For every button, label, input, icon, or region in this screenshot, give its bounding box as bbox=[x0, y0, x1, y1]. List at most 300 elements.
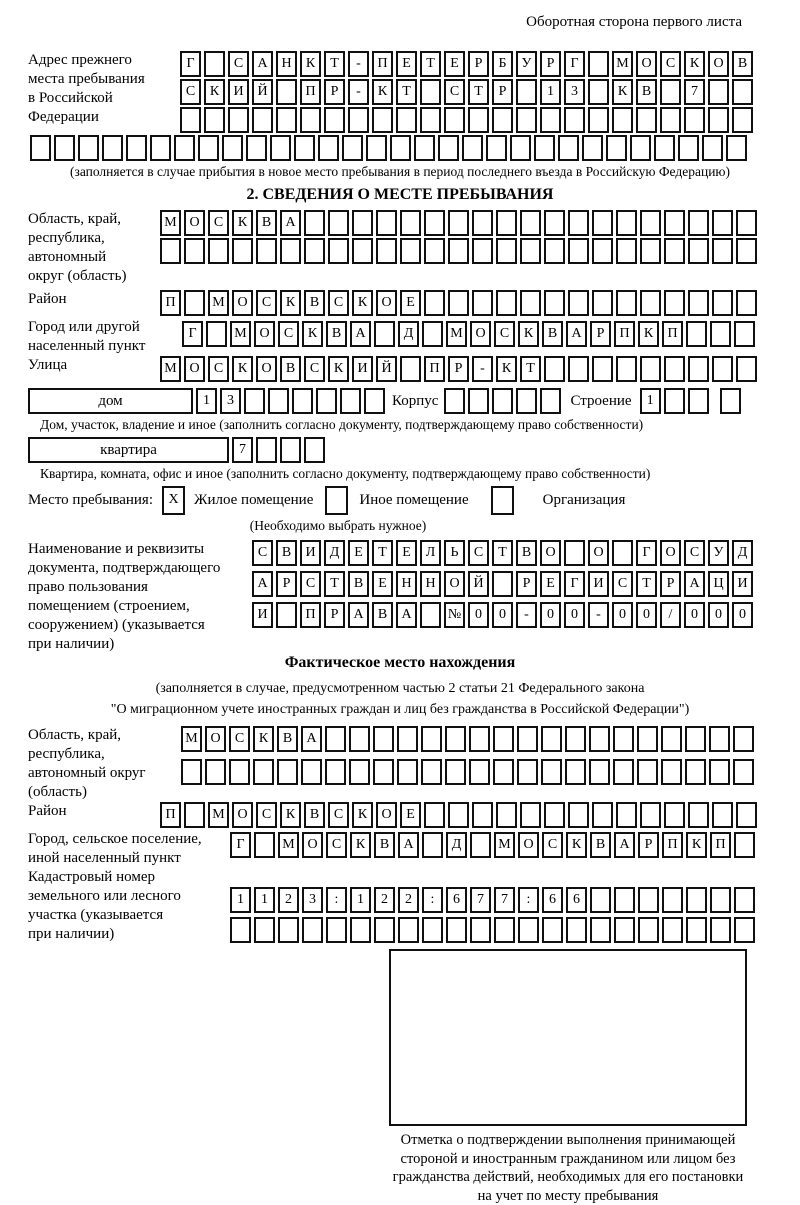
char-box bbox=[390, 135, 411, 161]
char-box bbox=[232, 238, 253, 264]
char-box bbox=[582, 135, 603, 161]
char-box: М bbox=[160, 210, 181, 236]
char-box bbox=[276, 107, 297, 133]
char-box bbox=[736, 210, 757, 236]
char-box: В bbox=[304, 290, 325, 316]
char-box: К bbox=[372, 79, 393, 105]
char-box bbox=[589, 759, 610, 785]
char-box: 1 bbox=[230, 887, 251, 913]
char-box bbox=[376, 210, 397, 236]
char-box: - bbox=[472, 356, 493, 382]
char-box bbox=[444, 107, 465, 133]
kvartira-cells bbox=[232, 437, 328, 463]
stroenie-cells bbox=[640, 388, 712, 414]
char-box: М bbox=[446, 321, 467, 347]
char-box bbox=[348, 107, 369, 133]
char-box bbox=[640, 210, 661, 236]
char-box: А bbox=[280, 210, 301, 236]
char-box bbox=[588, 51, 609, 77]
char-box bbox=[278, 917, 299, 943]
char-box: Л bbox=[420, 540, 441, 566]
char-box bbox=[612, 107, 633, 133]
prev-address-label: Адрес прежнего места пребывания в Российской Федерации bbox=[28, 52, 145, 125]
char-box bbox=[230, 917, 251, 943]
char-box: - bbox=[348, 51, 369, 77]
char-box bbox=[688, 356, 709, 382]
char-box: В bbox=[326, 321, 347, 347]
char-box bbox=[397, 759, 418, 785]
char-box bbox=[732, 79, 753, 105]
char-box: С bbox=[612, 571, 633, 597]
char-box bbox=[702, 135, 723, 161]
char-box bbox=[400, 210, 421, 236]
char-box bbox=[397, 726, 418, 752]
char-box: С bbox=[494, 321, 515, 347]
prev-address-block bbox=[28, 51, 772, 135]
char-box bbox=[516, 388, 537, 414]
char-box: Д bbox=[446, 832, 467, 858]
char-box: 1 bbox=[640, 388, 661, 414]
char-box bbox=[566, 917, 587, 943]
char-box bbox=[686, 321, 707, 347]
char-box bbox=[352, 238, 373, 264]
char-box bbox=[470, 917, 491, 943]
char-box: О bbox=[256, 356, 277, 382]
char-box: А bbox=[398, 832, 419, 858]
char-box: Г bbox=[564, 51, 585, 77]
fact-oblast-block bbox=[28, 726, 772, 802]
char-box bbox=[568, 356, 589, 382]
char-box: К bbox=[300, 51, 321, 77]
char-box: Р bbox=[492, 79, 513, 105]
char-box: Р bbox=[468, 51, 489, 77]
char-box bbox=[709, 726, 730, 752]
char-box bbox=[304, 238, 325, 264]
char-box: 0 bbox=[732, 602, 753, 628]
char-box: Ь bbox=[444, 540, 465, 566]
char-box bbox=[736, 238, 757, 264]
char-box: О bbox=[254, 321, 275, 347]
char-box: А bbox=[301, 726, 322, 752]
char-box: Д bbox=[732, 540, 753, 566]
char-box bbox=[300, 107, 321, 133]
place-type-label: Место пребывания: bbox=[28, 492, 153, 508]
char-box: О bbox=[302, 832, 323, 858]
char-box: 1 bbox=[540, 79, 561, 105]
char-box: Е bbox=[372, 571, 393, 597]
char-box bbox=[592, 210, 613, 236]
char-box: М bbox=[278, 832, 299, 858]
char-box: Т bbox=[372, 540, 393, 566]
char-box: К bbox=[280, 290, 301, 316]
char-box: К bbox=[518, 321, 539, 347]
char-box: Р bbox=[638, 832, 659, 858]
char-box: В bbox=[374, 832, 395, 858]
char-box bbox=[302, 917, 323, 943]
char-box bbox=[592, 802, 613, 828]
char-box bbox=[208, 238, 229, 264]
doc-row-1 bbox=[252, 540, 756, 566]
char-box: А bbox=[684, 571, 705, 597]
char-box bbox=[664, 388, 685, 414]
fact-caption: (заполняется в случае, предусмотренном частью 2 статьи 21 Федерального закона "О миграционном учете иностранных граждан и лиц без гражданства в Российской Федерации") bbox=[110, 681, 690, 717]
char-box: Р bbox=[448, 356, 469, 382]
char-box bbox=[709, 759, 730, 785]
char-box bbox=[589, 726, 610, 752]
char-box: С bbox=[256, 290, 277, 316]
char-box: В bbox=[542, 321, 563, 347]
char-box: А bbox=[348, 602, 369, 628]
char-box bbox=[491, 486, 514, 515]
char-box bbox=[654, 135, 675, 161]
char-box bbox=[420, 107, 441, 133]
char-box bbox=[640, 802, 661, 828]
char-box: С bbox=[208, 356, 229, 382]
char-box bbox=[325, 726, 346, 752]
fact-gorod-block bbox=[28, 830, 772, 868]
char-box: М bbox=[612, 51, 633, 77]
char-box: П bbox=[372, 51, 393, 77]
prev-address-row-3 bbox=[180, 107, 756, 133]
char-box bbox=[184, 802, 205, 828]
char-box bbox=[734, 887, 755, 913]
char-box bbox=[469, 726, 490, 752]
prev-address-caption: (заполняется в случае прибытия в новое место пребывания в период последнего въезда в Российскую Федерацию) bbox=[69, 164, 731, 179]
char-box: Т bbox=[324, 51, 345, 77]
char-box: С bbox=[684, 540, 705, 566]
char-box bbox=[558, 135, 579, 161]
char-box: Д bbox=[398, 321, 419, 347]
char-box: 1 bbox=[350, 887, 371, 913]
char-box: О bbox=[205, 726, 226, 752]
char-box bbox=[376, 238, 397, 264]
zhiloe-label: Жилое помещение bbox=[194, 492, 314, 508]
char-box bbox=[184, 290, 205, 316]
char-box bbox=[733, 759, 754, 785]
fact-rayon-row bbox=[160, 802, 760, 828]
stamp-area bbox=[364, 949, 772, 1205]
stroenie-extra-cell bbox=[720, 388, 744, 414]
char-box bbox=[229, 759, 250, 785]
char-box bbox=[637, 759, 658, 785]
char-box: К bbox=[684, 51, 705, 77]
korpus-label: Корпус bbox=[392, 393, 439, 409]
char-box bbox=[710, 917, 731, 943]
char-box bbox=[448, 238, 469, 264]
char-box: 0 bbox=[468, 602, 489, 628]
char-box: В bbox=[372, 602, 393, 628]
char-box bbox=[256, 437, 277, 463]
char-box bbox=[614, 917, 635, 943]
char-box bbox=[462, 135, 483, 161]
char-box bbox=[421, 726, 442, 752]
char-box: М bbox=[230, 321, 251, 347]
char-box: Й bbox=[252, 79, 273, 105]
prev-address-row-2 bbox=[180, 79, 756, 105]
kadastr-row-2 bbox=[230, 917, 758, 943]
char-box bbox=[540, 107, 561, 133]
char-box: Т bbox=[396, 79, 417, 105]
char-box bbox=[544, 210, 565, 236]
fact-gorod-label: Город, сельское поселение, иной населенный пункт bbox=[28, 831, 202, 866]
char-box bbox=[496, 210, 517, 236]
char-box bbox=[517, 726, 538, 752]
char-box bbox=[640, 238, 661, 264]
char-box: О bbox=[470, 321, 491, 347]
char-box: Е bbox=[396, 51, 417, 77]
char-box: 7 bbox=[232, 437, 253, 463]
doc-row-3 bbox=[252, 602, 756, 628]
char-box: 0 bbox=[708, 602, 729, 628]
char-box: 6 bbox=[542, 887, 563, 913]
char-box bbox=[496, 802, 517, 828]
char-box: К bbox=[253, 726, 274, 752]
char-box: С bbox=[328, 290, 349, 316]
char-box bbox=[734, 917, 755, 943]
char-box: К bbox=[352, 802, 373, 828]
char-box: С bbox=[304, 356, 325, 382]
char-box: Р bbox=[660, 571, 681, 597]
char-box: П bbox=[662, 321, 683, 347]
char-box: О bbox=[376, 802, 397, 828]
char-box bbox=[150, 135, 171, 161]
char-box bbox=[520, 802, 541, 828]
char-box: В bbox=[276, 540, 297, 566]
char-box: И bbox=[252, 602, 273, 628]
char-box: К bbox=[352, 290, 373, 316]
char-box: В bbox=[280, 356, 301, 382]
oblast-row-1 bbox=[160, 210, 760, 236]
char-box bbox=[712, 802, 733, 828]
char-box: Г bbox=[180, 51, 201, 77]
char-box: О bbox=[184, 356, 205, 382]
char-box: А bbox=[614, 832, 635, 858]
char-box: 3 bbox=[302, 887, 323, 913]
char-box bbox=[493, 726, 514, 752]
char-box bbox=[638, 887, 659, 913]
char-box: А bbox=[396, 602, 417, 628]
char-box bbox=[688, 802, 709, 828]
char-box bbox=[516, 79, 537, 105]
char-box: А bbox=[350, 321, 371, 347]
char-box bbox=[304, 437, 325, 463]
char-box bbox=[544, 238, 565, 264]
char-box bbox=[662, 917, 683, 943]
char-box bbox=[180, 107, 201, 133]
char-box bbox=[352, 210, 373, 236]
char-box bbox=[664, 210, 685, 236]
char-box bbox=[373, 759, 394, 785]
char-box: Н bbox=[276, 51, 297, 77]
char-box bbox=[326, 917, 347, 943]
char-box: И bbox=[300, 540, 321, 566]
char-box bbox=[708, 79, 729, 105]
place-type-row bbox=[28, 486, 772, 515]
korpus-cells bbox=[444, 388, 564, 414]
char-box: С bbox=[278, 321, 299, 347]
char-box: П bbox=[300, 79, 321, 105]
stroenie-label: Строение bbox=[570, 393, 632, 409]
char-box: 0 bbox=[612, 602, 633, 628]
char-box bbox=[664, 290, 685, 316]
char-box bbox=[541, 759, 562, 785]
char-box: С bbox=[180, 79, 201, 105]
char-box bbox=[414, 135, 435, 161]
char-box bbox=[373, 726, 394, 752]
char-box bbox=[520, 210, 541, 236]
char-box bbox=[720, 388, 741, 414]
char-box bbox=[424, 238, 445, 264]
char-box bbox=[710, 321, 731, 347]
char-box bbox=[564, 107, 585, 133]
char-box: Е bbox=[400, 802, 421, 828]
char-box bbox=[160, 238, 181, 264]
stamp-box bbox=[389, 949, 747, 1126]
char-box: Т bbox=[520, 356, 541, 382]
org-checkbox bbox=[491, 486, 517, 515]
char-box: Р bbox=[516, 571, 537, 597]
char-box bbox=[685, 759, 706, 785]
rayon-block bbox=[28, 290, 772, 318]
char-box: С bbox=[660, 51, 681, 77]
char-box: : bbox=[518, 887, 539, 913]
char-box: А bbox=[252, 571, 273, 597]
char-box bbox=[613, 726, 634, 752]
char-box bbox=[420, 79, 441, 105]
char-box bbox=[568, 802, 589, 828]
char-box: С bbox=[228, 51, 249, 77]
char-box bbox=[678, 135, 699, 161]
fact-oblast-row-2 bbox=[181, 759, 757, 785]
char-box bbox=[664, 238, 685, 264]
char-box bbox=[712, 210, 733, 236]
char-box bbox=[244, 388, 265, 414]
char-box: П bbox=[614, 321, 635, 347]
char-box: Т bbox=[468, 79, 489, 105]
char-box: В bbox=[516, 540, 537, 566]
char-box: К bbox=[328, 356, 349, 382]
char-box bbox=[686, 887, 707, 913]
char-box: С bbox=[542, 832, 563, 858]
char-box bbox=[688, 210, 709, 236]
dom-number-cells bbox=[196, 388, 388, 414]
char-box bbox=[736, 290, 757, 316]
char-box bbox=[568, 290, 589, 316]
char-box: В bbox=[636, 79, 657, 105]
gorod-label: Город или другой населенный пункт bbox=[28, 319, 146, 354]
char-box bbox=[468, 107, 489, 133]
char-box: К bbox=[612, 79, 633, 105]
char-box: 2 bbox=[398, 887, 419, 913]
char-box bbox=[540, 388, 561, 414]
char-box bbox=[204, 51, 225, 77]
prev-address-row-4 bbox=[30, 135, 772, 161]
inoe-checkbox bbox=[325, 486, 351, 515]
rayon-label: Район bbox=[28, 291, 67, 307]
char-box: К bbox=[302, 321, 323, 347]
char-box bbox=[446, 917, 467, 943]
char-box bbox=[588, 107, 609, 133]
char-box: Г bbox=[636, 540, 657, 566]
char-box bbox=[448, 210, 469, 236]
back-side-note: Оборотная сторона первого листа bbox=[526, 14, 742, 30]
char-box bbox=[688, 238, 709, 264]
char-box bbox=[494, 917, 515, 943]
char-box: Р bbox=[276, 571, 297, 597]
char-box bbox=[661, 726, 682, 752]
ulitsa-block bbox=[28, 356, 772, 384]
char-box bbox=[276, 602, 297, 628]
char-box bbox=[398, 917, 419, 943]
char-box: В bbox=[304, 802, 325, 828]
char-box bbox=[660, 107, 681, 133]
char-box: 0 bbox=[540, 602, 561, 628]
kadastr-row-1 bbox=[230, 887, 758, 913]
char-box: Д bbox=[324, 540, 345, 566]
char-box: 7 bbox=[494, 887, 515, 913]
char-box bbox=[606, 135, 627, 161]
char-box: Н bbox=[396, 571, 417, 597]
char-box bbox=[544, 356, 565, 382]
fact-rayon-block bbox=[28, 802, 772, 830]
char-box bbox=[324, 107, 345, 133]
char-box bbox=[612, 540, 633, 566]
char-box bbox=[366, 135, 387, 161]
char-box: - bbox=[348, 79, 369, 105]
char-box bbox=[304, 210, 325, 236]
char-box bbox=[732, 107, 753, 133]
char-box bbox=[516, 107, 537, 133]
char-box bbox=[614, 887, 635, 913]
fact-gorod-row bbox=[230, 832, 758, 858]
char-box: Н bbox=[420, 571, 441, 597]
char-box bbox=[424, 802, 445, 828]
char-box: К bbox=[280, 802, 301, 828]
char-box bbox=[445, 759, 466, 785]
char-box bbox=[342, 135, 363, 161]
char-box bbox=[400, 238, 421, 264]
char-box bbox=[444, 388, 465, 414]
rayon-row bbox=[160, 290, 760, 316]
char-box bbox=[616, 802, 637, 828]
char-box bbox=[664, 356, 685, 382]
char-box bbox=[510, 135, 531, 161]
gorod-block bbox=[28, 318, 772, 356]
kvartira-box: квартира bbox=[28, 437, 229, 463]
char-box bbox=[205, 759, 226, 785]
char-box: М bbox=[208, 290, 229, 316]
char-box: Ц bbox=[708, 571, 729, 597]
org-label: Организация bbox=[542, 492, 626, 508]
char-box bbox=[256, 238, 277, 264]
char-box bbox=[254, 832, 275, 858]
char-box: О bbox=[376, 290, 397, 316]
char-box: П bbox=[160, 290, 181, 316]
char-box bbox=[637, 726, 658, 752]
char-box: : bbox=[326, 887, 347, 913]
char-box: Е bbox=[348, 540, 369, 566]
char-box bbox=[270, 135, 291, 161]
char-box: К bbox=[566, 832, 587, 858]
char-box: К bbox=[204, 79, 225, 105]
doc-block bbox=[28, 540, 772, 654]
char-box: И bbox=[352, 356, 373, 382]
char-box bbox=[301, 759, 322, 785]
char-box: Е bbox=[540, 571, 561, 597]
char-box: Т bbox=[420, 51, 441, 77]
char-box bbox=[349, 726, 370, 752]
char-box: У bbox=[708, 540, 729, 566]
